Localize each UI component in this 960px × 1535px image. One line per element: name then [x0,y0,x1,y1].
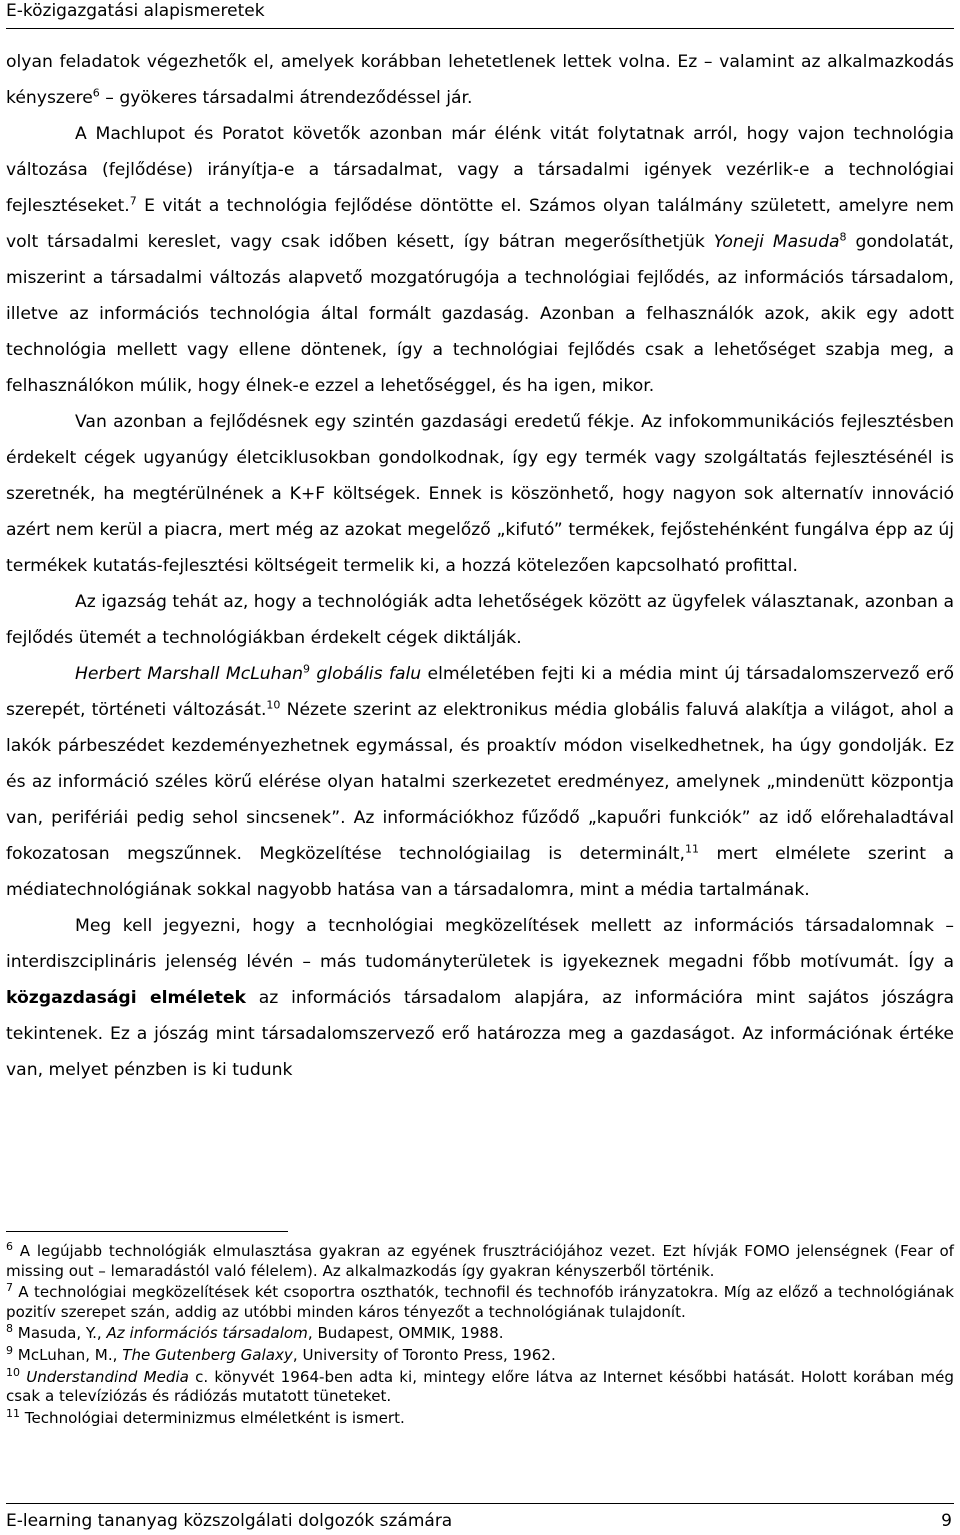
footnote-text: McLuhan, M., [13,1345,123,1364]
main-text [6,44,954,1088]
paragraph-6 [6,908,954,1088]
page-header [6,0,954,29]
p2-text-1: A Machlupot és Poratot követők azonban már élénk vitát folytatnak arról, hogy vajon technológia változása (fejlődése) irányítja-e a társadalmat, vagy a társadalmi igények vezérlik-e a technológiai fejlesztéseket. [6,124,954,216]
footnote-ref-10[interactable]: 10 [266,698,281,712]
paragraph-3: Van azonban a fejlődésnek egy szintén gazdasági eredetű fékje. Az infokommunikációs fejlesztésben érdekelt cégek ugyanúgy életciklusokban gondolkodnak, így egy termék vagy szolgáltatás fejlesztésénél is szeretnék, ha megtérülnének a K+F költségek. Ennek is köszönhető, hogy nagyon sok alternatív innováció azért nem kerül a piacra, mert még az azokat megelőző „kifutó” termékek, fejőstehénként fungálva épp az új termékek kutatás-fejlesztési költségeit termelik ki, a hozzá kötelezően kapcsolható profittal. [6,412,954,576]
footnote-book-title: The Gutenberg Galaxy [122,1345,293,1364]
footnote-text: A technológiai megközelítések két csoportra oszthatók, technofil és technofób irányzatokra. Míg az előző a technológiának pozitív szerepet szán, addig az utóbbi minden káros tényezőt a technológiának tulajdonít. [6,1283,954,1321]
footnote-text: A legújabb technológiák elmulasztása gyakran az egyének frusztrációjához vezet. Ezt hívják FOMO jelenségnek (Fear of missing out – lemaradástól való félelem). Az alkalmazkodás így gyakran kényszerből történik. [6,1242,954,1280]
footnote-ref-7[interactable]: 7 [129,194,137,208]
p6-text-1: Meg kell jegyezni, hogy a tecnhológiai megközelítések mellett az információs társadalomnak – interdiszciplináris jelenség lévén – más tudományterületek is igyekeznek megadni főbb motívumát. Így a [6,916,954,972]
footnote-book-title: Az információs társadalom [106,1324,308,1343]
page-footer [6,1503,954,1535]
p2-text-2: E vitát a technológia fejlődése döntötte el. Számos olyan találmány született, amelyre nem volt társadalmi kereslet, vagy csak időben késett, így bátran megerősíthetjük [6,196,954,252]
paragraph-4: Az igazság tehát az, hogy a technológiák adta lehetőségek között az ügyfelek választanak, azonban a fejlődés ütemét a technológiákban érdekelt cégek diktálják. [6,592,954,648]
p6-text-2: az információs társadalom alapjára, az információra mint sajátos jószágra tekintenek. Ez a jószág mint társadalomszervező erő határozza meg a gazdaságot. Az információnak értéke van, melyet pénzben is ki tudunk [6,988,955,1080]
term-global-village: globális falu [316,664,422,684]
header-title: E-közigazgatási alapismeretek [6,1,265,21]
footnote-number: 9 [6,1343,13,1357]
footnote-6 [6,1239,954,1281]
footnote-text: , Budapest, OMMIK, 1988. [307,1324,504,1343]
footnote-10 [6,1365,954,1407]
footnotes [6,1239,954,1430]
footnote-text: c. könyvét 1964-ben adta ki, mintegy előre látva az Internet későbbi hatását. Holott korában még csak a televíziózás és rádiózás mutatott tüneteket. [6,1367,954,1406]
footnote-number: 8 [6,1322,13,1336]
footnote-separator [6,1231,288,1232]
footnote-text: Masuda, Y., [13,1324,107,1343]
footnote-text: , University of Toronto Press, 1962. [292,1345,556,1364]
author-name-mcluhan: Herbert Marshall McLuhan [75,664,304,684]
footnote-9 [6,1343,954,1366]
p1-text-2: – gyökeres társadalmi átrendeződéssel jár. [99,88,473,108]
footer-text: E-learning tananyag közszolgálati dolgozók számára [6,1511,453,1531]
p5-text-2: Nézete szerint az elektronikus média globális faluvá alakítja a világot, ahol a lakók párbeszédet kezdeményezhetnek egymással, és proaktív módon viselkedhetnek, ha úgy gondolják. Ez és az információ széles körű elérése olyan hatalmi szerkezetet eredményez, amelynek „mindenütt központja van, perifériái pedig sehol sincsenek”. Az információkhoz fűződő „kapuőri funkciók” az idő előrehaladtával fokozatosan megszűnnek. Megközelítése technológiailag is determinált, [6,700,954,864]
footnote-ref-6[interactable]: 6 [92,86,100,100]
footnote-ref-9[interactable]: 9 [303,662,311,676]
footnote-ref-8[interactable]: 8 [839,230,847,244]
footnote-number: 6 [6,1239,13,1253]
footnote-ref-11[interactable]: 11 [684,842,699,856]
author-name-masuda: Yoneji Masuda [713,232,840,252]
footnote-number: 7 [6,1281,13,1295]
footnote-book-title: Understandind Media [26,1367,189,1386]
p5-text-3: mert elmélete szerint a médiatechnológiának sokkal nagyobb hatása van a társadalomra, mint a média tartalmának. [6,844,954,900]
page-number: 9 [941,1511,952,1531]
paragraph-2 [6,116,954,404]
p5-text-1: elméletében fejti ki a média mint új társadalomszervező erő szerepét, történeti változását. [6,664,955,720]
bold-term-economic-theories: közgazdasági elméletek [6,988,246,1008]
footnote-number: 10 [6,1365,20,1379]
footnote-text: Technológiai determinizmus elméletként is ismert. [20,1408,405,1427]
p1-text-1: olyan feladatok végezhetők el, amelyek korábban lehetetlenek lettek volna. Ez – valamint az alkalmazkodás kényszere [6,52,954,108]
paragraph-1 [6,44,954,116]
footnote-11 [6,1406,954,1429]
footnote-7 [6,1283,954,1322]
p2-text-3: gondolatát, miszerint a társadalmi változás alapvető mozgatórugója a technológiai fejlődés, az információs társadalom, illetve az információs technológia által formált gazdaság. Azonban a felhasználók azok, akik egy adott technológia mellett vagy ellene döntenek, így a technológiai fejlődés csak a lehetőséget szabja meg, a felhasználókon múlik, hogy élnek-e ezzel a lehetőséggel, és ha igen, mikor. [6,232,954,396]
footnote-number: 11 [6,1406,20,1420]
paragraph-5 [6,656,954,908]
footnote-8 [6,1324,954,1344]
